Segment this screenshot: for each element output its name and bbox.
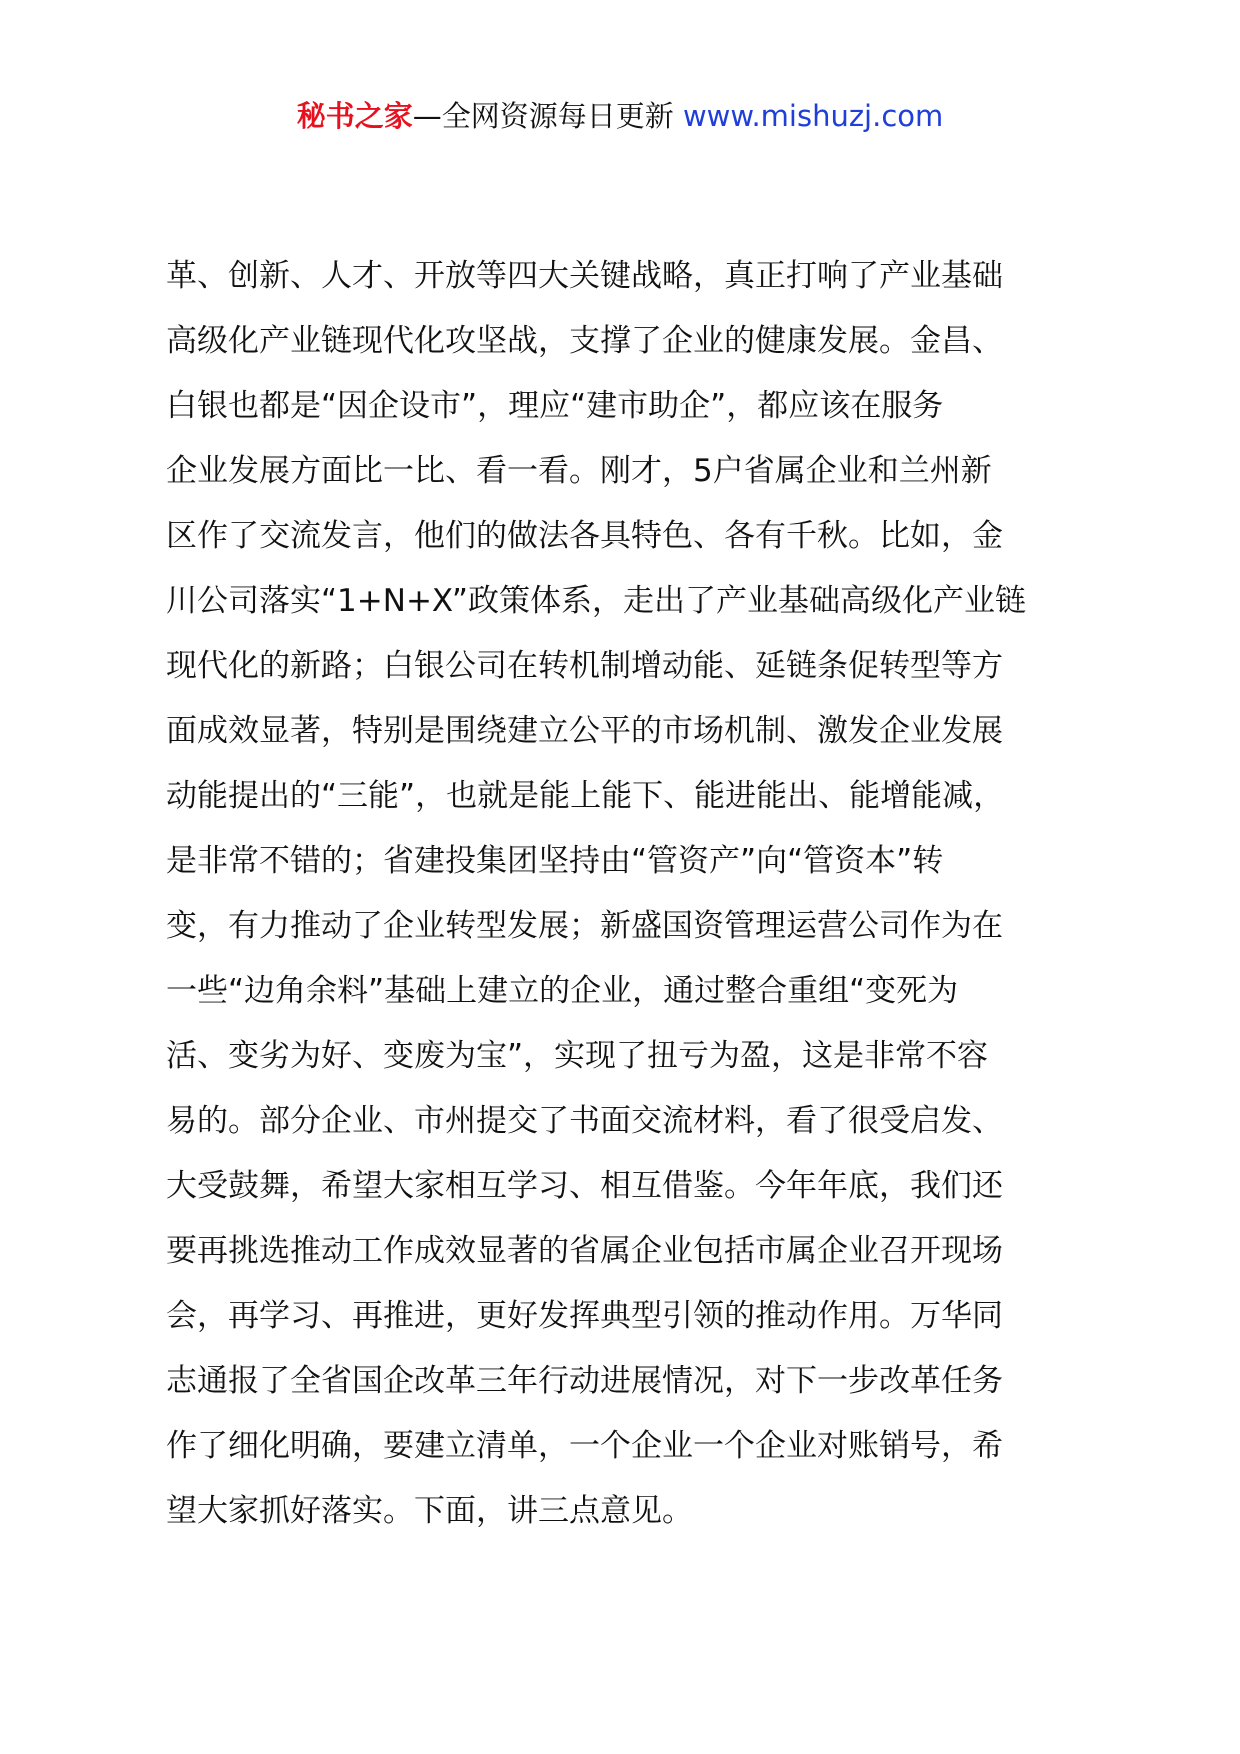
body-line: 一些“边角余料”基础上建立的企业，通过整合重组“变死为 <box>166 973 959 1009</box>
body-line: 大受鼓舞，希望大家相互学习、相互借鉴。今年年底，我们还 <box>166 1168 1003 1204</box>
body-line: 白银也都是“因企设市”，理应“建市助企”，都应该在服务 <box>166 388 944 424</box>
body-line: 革、创新、人才、开放等四大关键战略，真正打响了产业基础 <box>166 258 1003 294</box>
site-header <box>0 96 1240 136</box>
site-brand: 秘书之家 <box>296 99 413 133</box>
body-line: 作了细化明确，要建立清单，一个企业一个企业对账销号，希 <box>166 1428 1003 1464</box>
body-line: 易的。部分企业、市州提交了书面交流材料，看了很受启发、 <box>166 1103 1003 1139</box>
body-line: 川公司落实“1+N+X”政策体系，走出了产业基础高级化产业链 <box>166 583 1026 619</box>
body-line: 动能提出的“三能”，也就是能上能下、能进能出、能增能减， <box>166 778 1005 814</box>
document-body <box>166 244 1126 1544</box>
body-line: 志通报了全省国企改革三年行动进展情况，对下一步改革任务 <box>166 1363 1003 1399</box>
body-line: 企业发展方面比一比、看一看。刚才，5户省属企业和兰州新 <box>166 453 992 489</box>
body-line: 要再挑选推动工作成效显著的省属企业包括市属企业召开现场 <box>166 1233 1003 1269</box>
body-line: 活、变劣为好、变废为宝”，实现了扭亏为盈，这是非常不容 <box>166 1038 989 1074</box>
body-line: 区作了交流发言，他们的做法各具特色、各有千秋。比如，金 <box>166 518 1003 554</box>
body-line: 望大家抓好落实。下面，讲三点意见。 <box>166 1493 693 1529</box>
site-url-link[interactable]: www.mishuzj.com <box>682 99 944 133</box>
body-line: 变，有力推动了企业转型发展；新盛国资管理运营公司作为在 <box>166 908 1003 944</box>
body-line: 高级化产业链现代化攻坚战，支撑了企业的健康发展。金昌、 <box>166 323 1003 359</box>
body-line: 会，再学习、再推进，更好发挥典型引领的推动作用。万华同 <box>166 1298 1003 1334</box>
body-line: 面成效显著，特别是围绕建立公平的市场机制、激发企业发展 <box>166 713 1003 749</box>
body-line: 是非常不错的；省建投集团坚持由“管资产”向“管资本”转 <box>166 843 944 879</box>
site-slogan: —全网资源每日更新 <box>412 99 674 133</box>
body-line: 现代化的新路；白银公司在转机制增动能、延链条促转型等方 <box>166 648 1003 684</box>
